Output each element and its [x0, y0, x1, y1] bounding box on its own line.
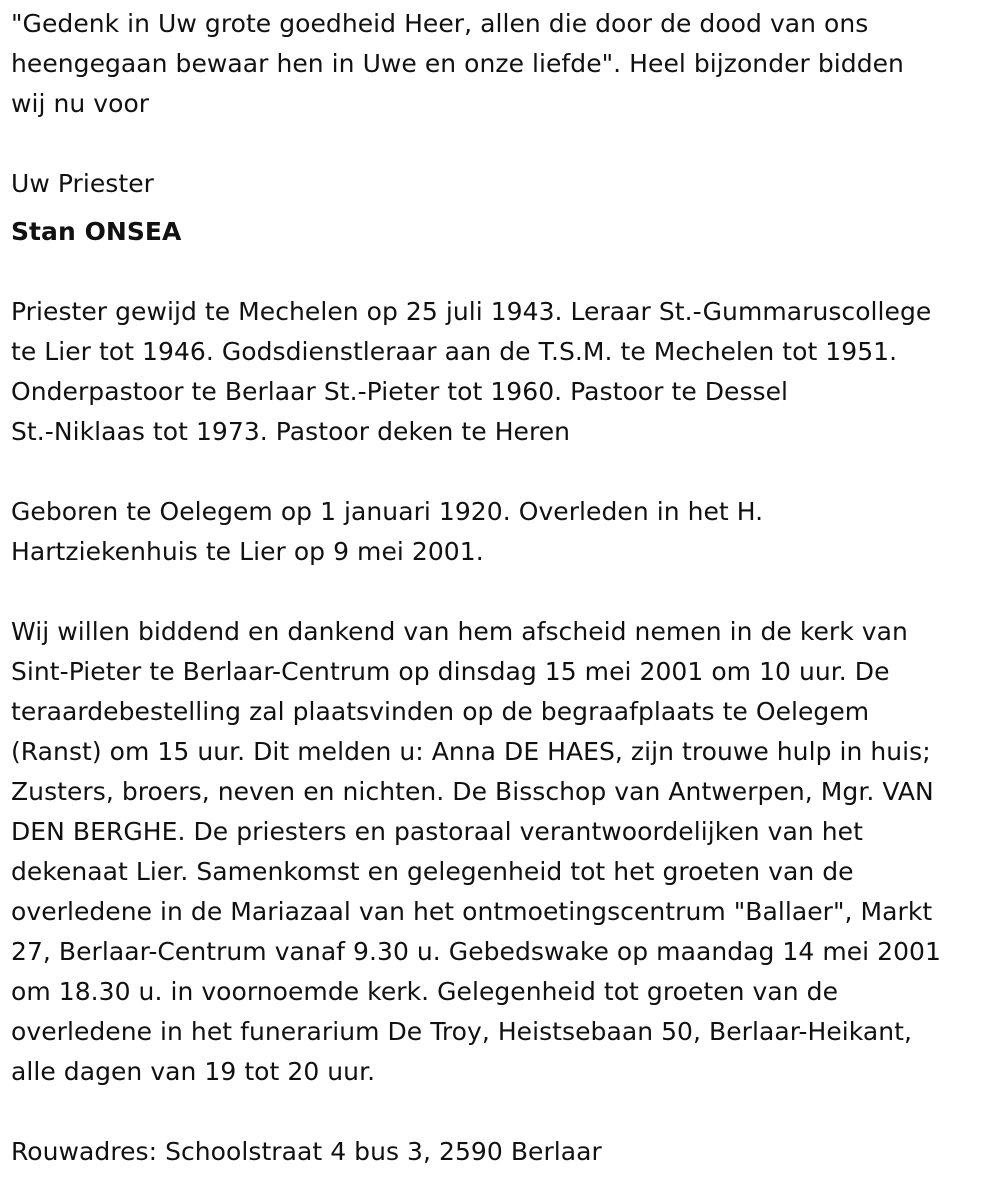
paragraph-gap	[11, 452, 991, 492]
prayer-quote: "Gedenk in Uw grote goedheid Heer, allen die door de dood van ons heengegaan bewaar hen in Uwe en onze liefde". Heel bijzonder bidden wij nu voor	[11, 9, 904, 118]
deceased-name: Stan ONSEA	[11, 217, 182, 246]
career-paragraph: Priester gewijd te Mechelen op 25 juli 1943. Leraar St.-Gummaruscollege te Lier tot 1946. Godsdienstleraar aan de T.S.M. te Mechelen tot 1951. Onderpastoor te Berlaar St.-Pieter tot 1960. Pastoor te Dessel St.-Niklaas tot 1973. Pastoor deken te Heren	[11, 297, 932, 446]
mourning-address: Rouwadres: Schoolstraat 4 bus 3, 2590 Berlaar	[11, 1137, 602, 1166]
obituary-document	[11, 4, 991, 1172]
name-gap	[11, 204, 991, 212]
paragraph-gap	[11, 124, 991, 164]
paragraph-gap	[11, 1092, 991, 1132]
paragraph-gap	[11, 252, 991, 292]
funeral-announcement: Wij willen biddend en dankend van hem afscheid nemen in de kerk van Sint-Pieter te Berlaar-Centrum op dinsdag 15 mei 2001 om 10 uur. De teraardebestelling zal plaatsvinden op de begraafplaats te Oelegem (Ranst) om 15 uur. Dit melden u: Anna DE HAES, zijn trouwe hulp in huis; Zusters, broers, neven en nichten. De Bisschop van Antwerpen, Mgr. VAN DEN BERGHE. De priesters en pastoraal verantwoordelijken van het dekenaat Lier. Samenkomst en gelegenheid tot het groeten van de overledene in de Mariazaal van het ontmoetingscentrum "Ballaer", Markt 27, Berlaar-Centrum vanaf 9.30 u. Gebedswake op maandag 14 mei 2001 om 18.30 u. in voornoemde kerk. Gelegenheid tot groeten van de overledene in het funerarium De Troy, Heistsebaan 50, Berlaar-Heikant, alle dagen van 19 tot 20 uur.	[11, 617, 941, 1086]
priest-role: Uw Priester	[11, 169, 154, 198]
birth-death-paragraph: Geboren te Oelegem op 1 januari 1920. Overleden in het H. Hartziekenhuis te Lier op 9 mei 2001.	[11, 497, 764, 566]
paragraph-gap	[11, 572, 991, 612]
